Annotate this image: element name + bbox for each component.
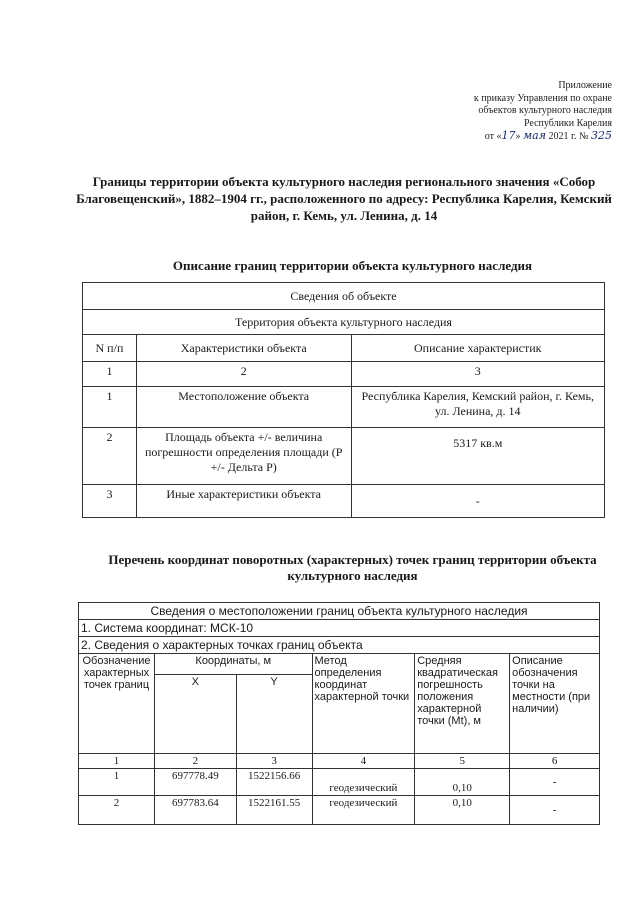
index-cell: 3 xyxy=(236,754,312,769)
appendix-block xyxy=(412,80,612,144)
appendix-date: от «17» мая 2021 г. № 325 xyxy=(484,129,612,142)
coordinates-table xyxy=(78,602,600,825)
date-month: мая xyxy=(523,129,546,142)
points-header: 2. Сведения о характерных точках границ объекта xyxy=(79,637,600,654)
coordinate-system: 1. Система координат: МСК-10 xyxy=(79,620,600,637)
index-cell: 3 xyxy=(351,362,604,387)
appendix-line: объектов культурного наследия xyxy=(478,105,612,116)
index-cell: 6 xyxy=(510,754,600,769)
col-char-header: Характеристики объекта xyxy=(136,335,351,362)
index-cell: 2 xyxy=(154,754,236,769)
table-row: 1 Местоположение объекта Республика Карелия, Кемский район, г. Кемь, ул. Ленина, д. 14 xyxy=(83,387,605,428)
table-row: 1 697778.49 1522156.66 геодезический 0,10 - xyxy=(79,769,600,796)
col-error-header: Средняя квадратическая погрешность положения характерной точки (Mt), м xyxy=(415,654,510,754)
table-row: 2 Площадь объекта +/- величина погрешности определения площади (P +/- Дельта P) 5317 кв.м xyxy=(83,428,605,485)
table-row: 2 697783.64 1522161.55 геодезический 0,10 - xyxy=(79,796,600,825)
table-row: 3 Иные характеристики объекта - xyxy=(83,485,605,518)
section2-heading: Перечень координат поворотных (характерных) точек границ территории объекта культурного наследия xyxy=(108,552,597,583)
col-x-header: X xyxy=(154,675,236,754)
document-title: Границы территории объекта культурного наследия регионального значения «Собор Благовещенский», 1882–1904 гг., расположенного по адресу: Республика Карелия, Кемский район, г. Кемь, ул. Ленина, д. 14 xyxy=(76,174,612,223)
index-cell: 1 xyxy=(79,754,155,769)
appendix-line: к приказу Управления по охране xyxy=(473,92,612,104)
col-y-header: Y xyxy=(236,675,312,754)
table-header-location: Сведения о местоположении границ объекта культурного наследия xyxy=(79,603,600,620)
index-cell: 1 xyxy=(83,362,137,387)
col-num-header: N п/п xyxy=(83,335,137,362)
table-header-territory: Территория объекта культурного наследия xyxy=(83,310,605,335)
col-coords-header: Координаты, м xyxy=(154,654,312,675)
appendix-line: Республики Карелия xyxy=(523,117,612,129)
index-cell: 4 xyxy=(312,754,415,769)
index-cell: 5 xyxy=(415,754,510,769)
col-method-header: Метод определения координат характерной точки xyxy=(312,654,415,754)
col-desc-header: Описание характеристик xyxy=(351,335,604,362)
index-cell: 2 xyxy=(136,362,351,387)
object-info-table xyxy=(82,282,605,518)
order-number: 325 xyxy=(591,129,612,142)
section1-heading: Описание границ территории объекта культурного наследия xyxy=(172,258,533,273)
date-day: 17 xyxy=(501,129,516,142)
col-descr-header: Описание обозначения точки на местности (при наличии) xyxy=(510,654,600,754)
col-point-name-header: Обозначение характерных точек границ xyxy=(79,654,155,754)
table-header-info: Сведения об объекте xyxy=(83,283,605,310)
appendix-line: Приложение xyxy=(558,80,612,91)
